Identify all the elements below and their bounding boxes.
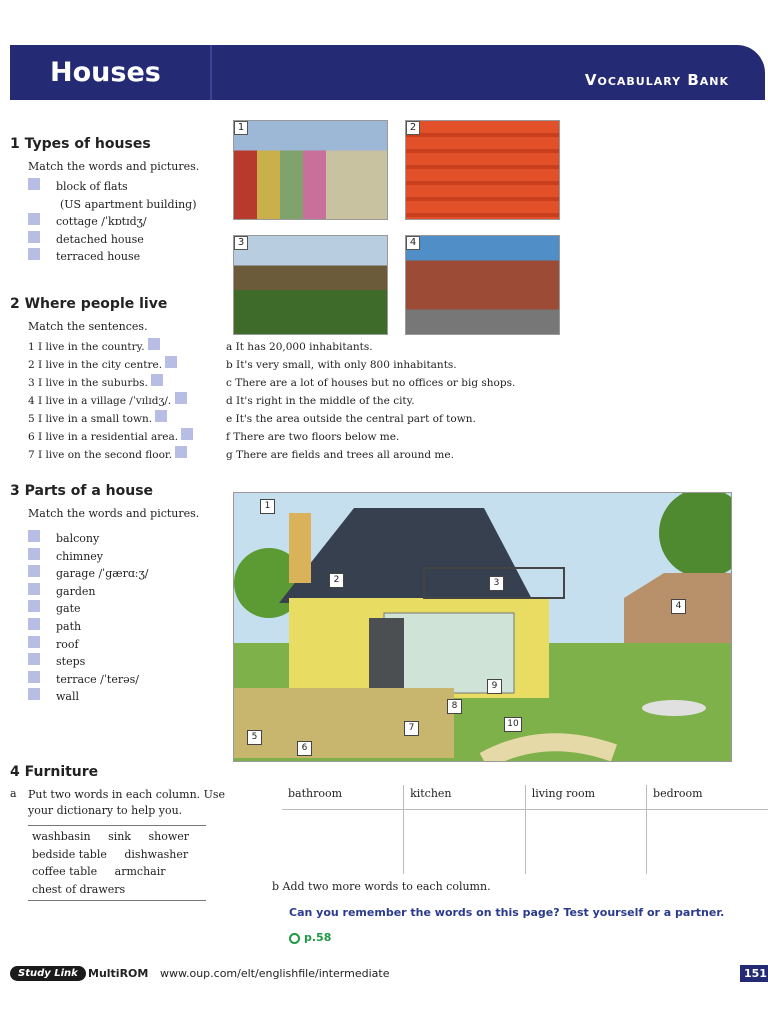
word-row: [28, 828, 206, 846]
word-row: [28, 863, 206, 881]
answer-cell[interactable]: [282, 810, 404, 875]
section3-word-list: [28, 530, 149, 706]
instruction-letter: a: [10, 787, 17, 800]
multirom-label: MultiROM: [88, 967, 149, 980]
part-label: 4: [671, 599, 686, 614]
answer-box[interactable]: [175, 392, 187, 404]
study-link-badge: Study Link: [10, 966, 86, 981]
answer-line: f There are two floors below me.: [226, 431, 400, 443]
word-item: cottage /ˈkɒtɪdʒ/: [56, 215, 147, 229]
column-header: living room: [525, 785, 646, 810]
answer-box[interactable]: [28, 248, 40, 260]
sentence-row: [28, 356, 210, 374]
word-item: garden: [56, 584, 96, 598]
answer-line: e It's the area outside the central part of town.: [226, 413, 476, 425]
furniture-word: washbasin: [32, 830, 91, 843]
word-item: terrace /ˈterəs/: [56, 672, 139, 686]
photo-number: 1: [234, 121, 248, 135]
photo-terraced-houses: [233, 120, 388, 220]
part-label: 5: [247, 730, 262, 745]
answer-box[interactable]: [28, 600, 40, 612]
furniture-word: sink: [108, 830, 131, 843]
section2-heading: 2 Where people live: [10, 296, 168, 312]
answer-box[interactable]: [155, 410, 167, 422]
word-item: chimney: [56, 549, 104, 563]
header-divider: [210, 45, 212, 100]
answer-line: g There are fields and trees all around me.: [226, 449, 454, 461]
word-item: terraced house: [56, 250, 141, 264]
part-label: 10: [504, 717, 522, 732]
column-header: bathroom: [282, 785, 404, 810]
word-box: [28, 825, 206, 901]
column-header: kitchen: [404, 785, 526, 810]
house-illustration-svg: [234, 493, 731, 761]
answer-line: d It's right in the middle of the city.: [226, 395, 415, 407]
answer-box[interactable]: [28, 636, 40, 648]
answer-box[interactable]: [28, 178, 40, 190]
word-item: wall: [56, 690, 80, 704]
photo-cottage: [233, 235, 388, 335]
furniture-word: chest of drawers: [32, 882, 126, 896]
section1-instruction: Match the words and pictures.: [28, 160, 200, 173]
answer-box[interactable]: [148, 338, 160, 350]
answer-box[interactable]: [28, 530, 40, 542]
word-item: block of flats: [56, 180, 128, 193]
furniture-word: coffee table: [32, 865, 98, 879]
sentence: 5 I live in a small town.: [28, 413, 153, 425]
answer-box[interactable]: [28, 548, 40, 560]
sentence-list: [28, 338, 210, 464]
word-item: roof: [56, 637, 79, 651]
part-label: 1: [260, 499, 275, 514]
answer-box[interactable]: [175, 446, 187, 458]
answer-box[interactable]: [28, 671, 40, 683]
reminder-text: Can you remember the words on this page? Test yourself or a partner.: [289, 906, 725, 919]
section3-instruction: Match the words and pictures.: [28, 507, 200, 520]
page-title: Houses: [50, 57, 161, 88]
answer-line: c There are a lot of houses but no offices or big shops.: [226, 377, 516, 389]
answer-box[interactable]: [28, 618, 40, 630]
part-label: 3: [489, 576, 504, 591]
furniture-word: bedside table: [32, 847, 107, 861]
answer-box[interactable]: [28, 653, 40, 665]
furniture-table: [282, 785, 768, 874]
part-label: 2: [329, 573, 344, 588]
vocabulary-bank-label: Vocabulary Bank: [584, 71, 729, 89]
part-label: 6: [297, 741, 312, 756]
answer-box[interactable]: [28, 688, 40, 700]
sentence: 7 I live on the second floor.: [28, 449, 173, 461]
sentence: 6 I live in a residential area.: [28, 431, 179, 443]
section4-instruction-b: b Add two more words to each column.: [272, 880, 491, 893]
photo-block-of-flats: [405, 120, 560, 220]
answer-box[interactable]: [28, 231, 40, 243]
sentence: 2 I live in the city centre.: [28, 359, 163, 371]
circle-arrow-icon: [289, 933, 300, 944]
photo-number: 2: [406, 121, 420, 135]
word-item: garage /ˈgærɑːʒ/: [56, 567, 149, 581]
furniture-word: shower: [148, 830, 190, 843]
sentence: 1 I live in the country.: [28, 341, 145, 353]
answer-cell[interactable]: [525, 810, 646, 875]
section4-heading: 4 Furniture: [10, 764, 99, 780]
word-row: [28, 881, 206, 899]
word-item: balcony: [56, 532, 100, 545]
sentence: 4 I live in a village /ˈvɪlɪdʒ/.: [28, 395, 172, 407]
sentence-row: [28, 428, 210, 446]
answer-box[interactable]: [28, 213, 40, 225]
word-item: gate: [56, 602, 81, 616]
word-row: [28, 846, 206, 864]
answer-box[interactable]: [28, 565, 40, 577]
section2-instruction: Match the sentences.: [28, 320, 148, 333]
sentence-row: [28, 374, 210, 392]
part-label: 8: [447, 699, 462, 714]
furniture-table-grid: [282, 785, 768, 874]
answer-list: [226, 338, 546, 464]
table-answer-row: [282, 810, 768, 875]
section3-heading: 3 Parts of a house: [10, 483, 154, 499]
sentence-row: [28, 338, 210, 356]
furniture-word: armchair: [114, 865, 166, 879]
house-illustration: [233, 492, 732, 762]
answer-box[interactable]: [151, 374, 163, 386]
sentence: 3 I live in the suburbs.: [28, 377, 148, 389]
answer-line: a It has 20,000 inhabitants.: [226, 341, 373, 353]
answer-line: b It's very small, with only 800 inhabitants.: [226, 359, 457, 371]
word-item: detached house: [56, 232, 144, 246]
answer-cell[interactable]: [647, 810, 768, 875]
part-label: 7: [404, 721, 419, 736]
column-header: bedroom: [647, 785, 768, 810]
word-item: steps: [56, 655, 86, 669]
part-label: 9: [487, 679, 502, 694]
instruction-text: Put two words in each column. Use your dictionary to help you.: [28, 788, 226, 817]
page-reference[interactable]: [289, 931, 331, 944]
section4-instruction-a: [10, 787, 230, 819]
website-link[interactable]: www.oup.com/elt/englishfile/intermediate: [160, 967, 390, 980]
word-item: path: [56, 619, 82, 633]
answer-box[interactable]: [28, 583, 40, 595]
sentence-row: [28, 392, 210, 410]
sentence-row: [28, 446, 210, 464]
photo-detached-house: [405, 235, 560, 335]
page-number: 151: [740, 965, 768, 982]
photo-number: 4: [406, 236, 420, 250]
sentence-row: [28, 410, 210, 428]
footer: [10, 966, 766, 986]
page-reference-label: p.58: [304, 931, 332, 944]
answer-cell[interactable]: [404, 810, 526, 875]
table-header-row: [282, 785, 768, 810]
photo-number: 3: [234, 236, 248, 250]
furniture-word: dishwasher: [124, 847, 189, 861]
section1-word-list: [28, 178, 197, 266]
section1-heading: 1 Types of houses: [10, 136, 151, 152]
header-bar: [10, 45, 765, 100]
word-item-note: (US apartment building): [60, 197, 197, 211]
answer-box[interactable]: [165, 356, 177, 368]
answer-box[interactable]: [181, 428, 193, 440]
